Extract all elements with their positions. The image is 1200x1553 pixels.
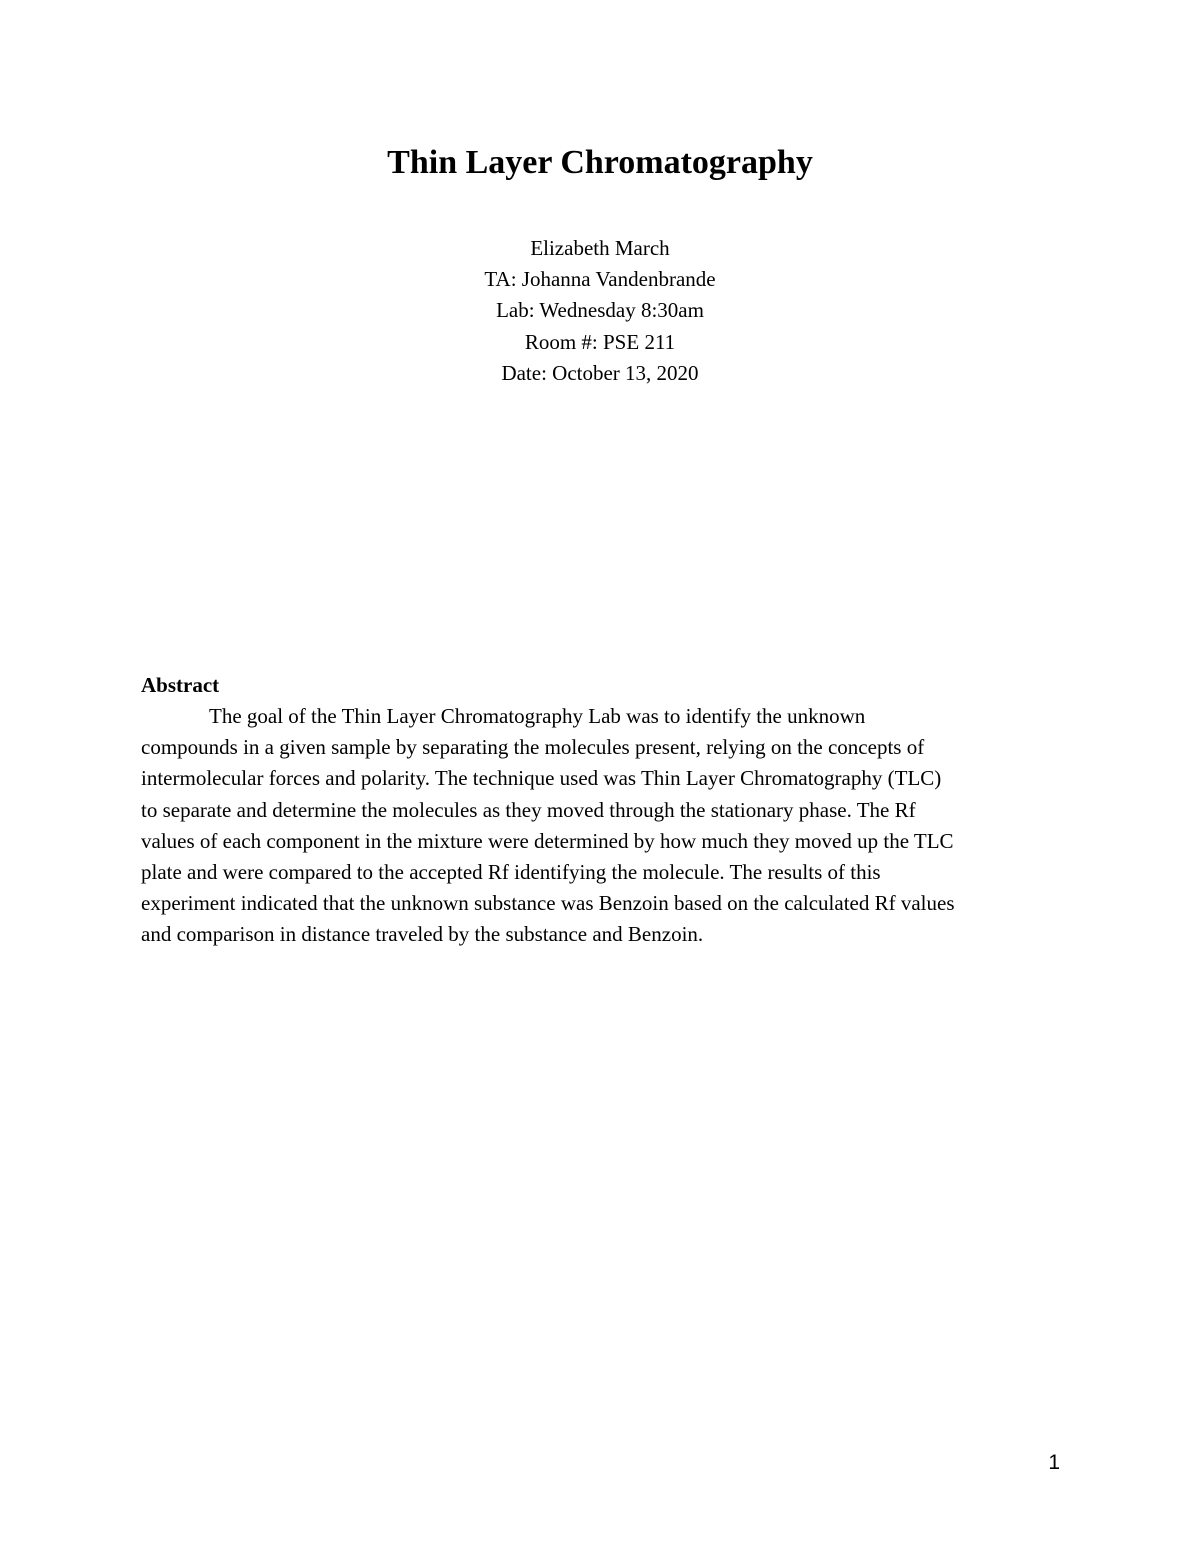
room-number: Room #: PSE 211 [524,329,676,354]
abstract-body [141,701,1059,951]
title-page-info [0,233,1200,389]
abstract-line: intermolecular forces and polarity. The technique used was Thin Layer Chromatography (TLC) [141,766,942,791]
abstract-line: and comparison in distance traveled by the substance and Benzoin. [141,922,704,947]
ta-name: TA: Johanna Vandenbrande [484,267,716,292]
document-title: Thin Layer Chromatography [387,144,813,181]
abstract-line: The goal of the Thin Layer Chromatography Lab was to identify the unknown [209,704,866,728]
abstract-line: plate and were compared to the accepted Rf identifying the molecule. The results of this [141,860,881,885]
abstract-line: values of each component in the mixture were determined by how much they moved up the TLC [141,828,954,853]
lab-time: Lab: Wednesday 8:30am [496,298,704,323]
page-number: 1 [1048,1451,1060,1474]
abstract-heading: Abstract [141,673,220,697]
report-date: Date: October 13, 2020 [501,360,699,385]
abstract-line: experiment indicated that the unknown substance was Benzoin based on the calculated Rf values [141,891,955,916]
author-name: Elizabeth March [530,236,670,260]
abstract-line: to separate and determine the molecules as they moved through the stationary phase. The Rf [141,797,916,822]
abstract-line: compounds in a given sample by separating the molecules present, relying on the concepts of [141,735,925,760]
